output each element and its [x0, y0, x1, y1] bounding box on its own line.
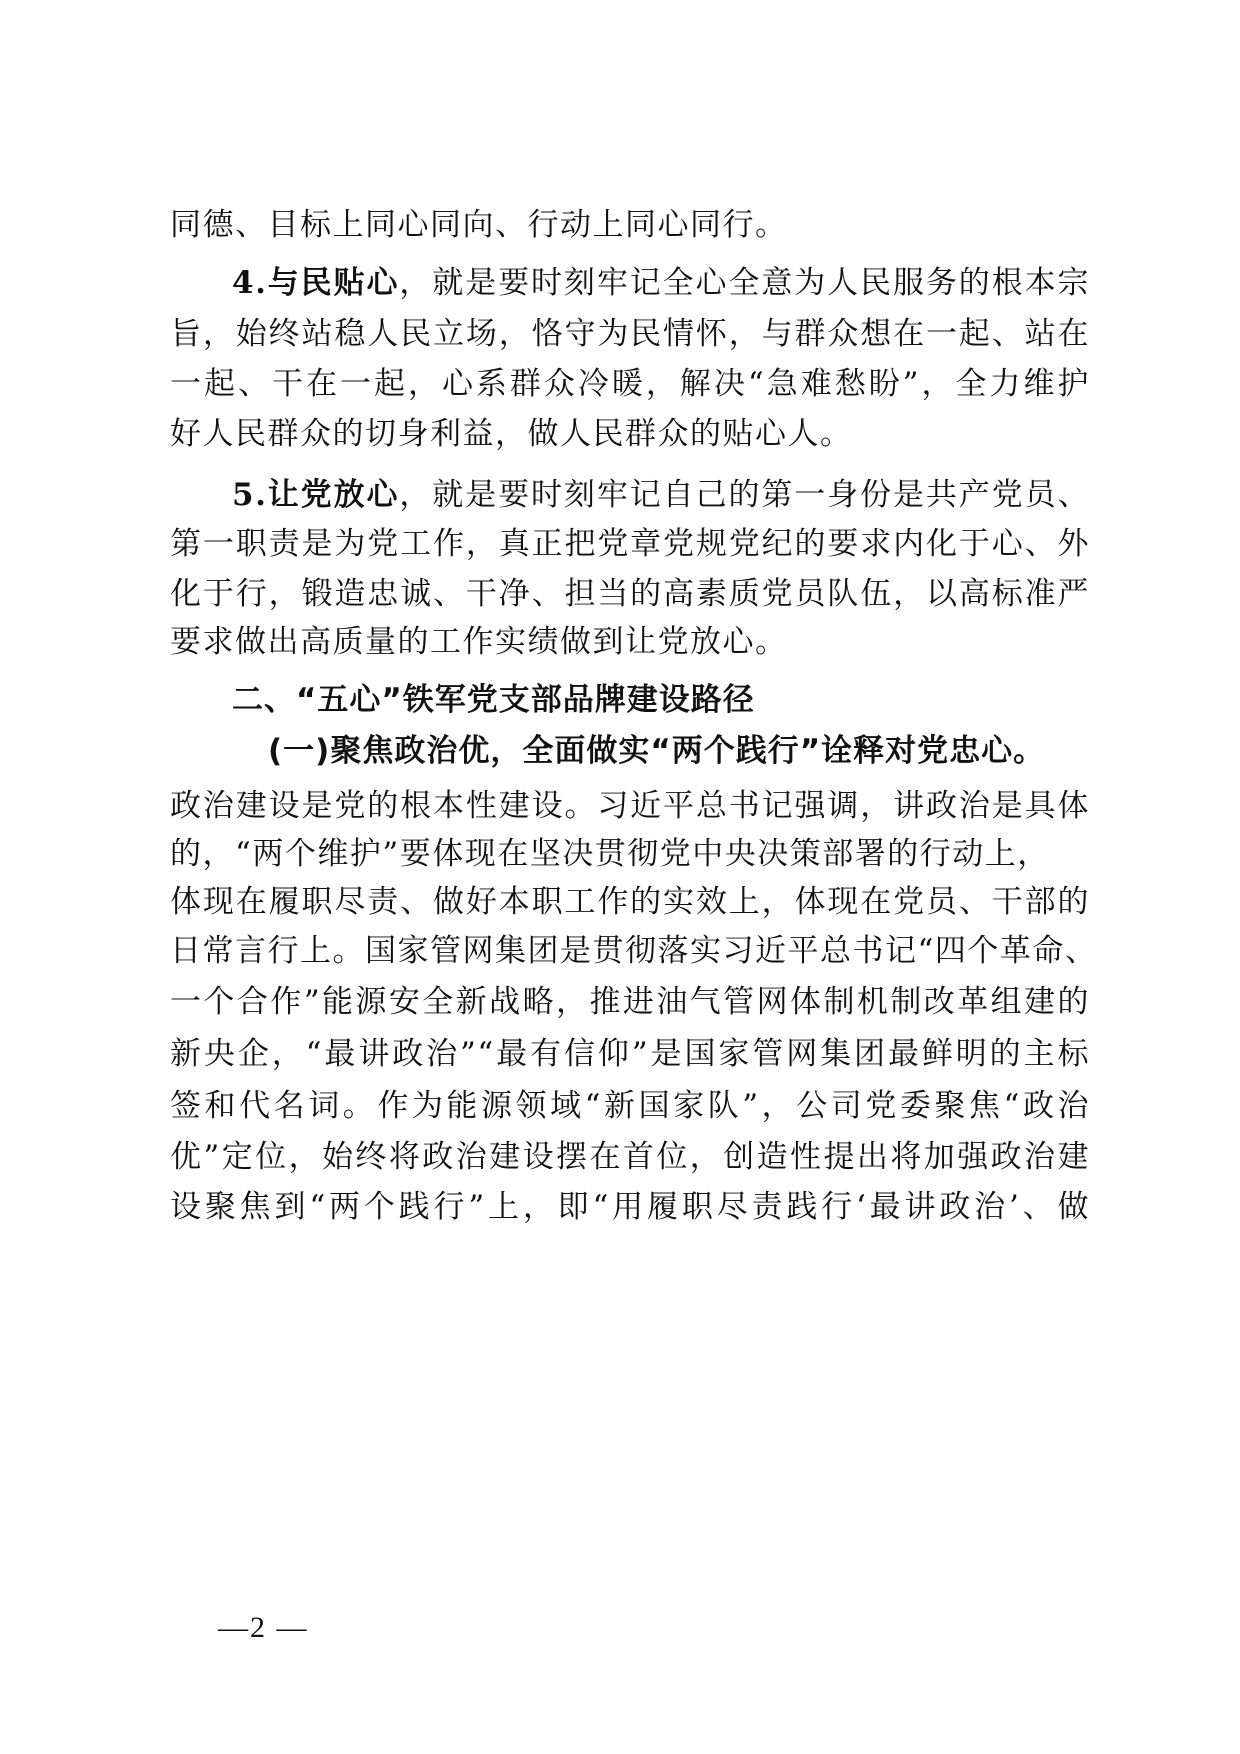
paragraph-line: 好人民群众的切身利益，做人民群众的贴心人。 — [170, 416, 853, 452]
section-heading: 二、“五心”铁军党支部品牌建设路径 — [232, 682, 755, 718]
paragraph-line: 第一职责是为党工作，真正把党章党规党纪的要求内化于心、外 — [170, 526, 1090, 562]
item-5-text: ，就是要时刻牢记自己的第一身份是共产党员、 — [399, 477, 1090, 513]
paragraph-line: 要求做出高质量的工作实绩做到让党放心。 — [170, 624, 788, 660]
item-4-lead: 4.与民贴心 — [232, 265, 400, 301]
paragraph-line: 优”定位，始终将政治建设摆在首位，创造性提出将加强政治建 — [170, 1139, 1090, 1175]
paragraph-line: 设聚焦到“两个践行”上，即“用履职尽责践行‘最讲政治’、做 — [170, 1189, 1090, 1225]
paragraph-line: 日常言行上。国家管网集团是贯彻落实习近平总书记“四个革命、 — [170, 933, 1098, 969]
paragraph-line: 化于行，锻造忠诚、干净、担当的高素质党员队伍，以高标准严 — [170, 576, 1090, 612]
paragraph-line: 同德、目标上同心同向、行动上同心同行。 — [170, 207, 788, 243]
paragraph-line: 一起、干在一起，心系群众冷暖，解决“急难愁盼”，全力维护 — [170, 366, 1090, 402]
paragraph-line: 签和代名词。作为能源领域“新国家队”，公司党委聚焦“政治 — [170, 1088, 1090, 1124]
subsection-heading: (一)聚焦政治优，全面做实“两个践行”诠释对党忠心。 — [268, 733, 1046, 769]
paragraph-line — [232, 475, 1090, 515]
item-4-text: ，就是要时刻牢记全心全意为人民服务的根本宗 — [399, 265, 1090, 301]
paragraph-line: 的，“两个维护”要体现在坚决贯彻党中央决策部署的行动上， — [170, 836, 1050, 872]
paragraph-line — [232, 263, 1090, 303]
paragraph-line: 旨，始终站稳人民立场，恪守为民情怀，与群众想在一起、站在 — [170, 316, 1090, 352]
page-number: —2 — — [218, 1611, 309, 1644]
paragraph-line: 新央企，“最讲政治”“最有信仰”是国家管网集团最鲜明的主标 — [170, 1036, 1090, 1072]
paragraph-line: 一个合作”能源安全新战略，推进油气管网体制机制改革组建的 — [170, 984, 1090, 1020]
paragraph-line: 体现在履职尽责、做好本职工作的实效上，体现在党员、干部的 — [170, 884, 1090, 920]
paragraph-line: 政治建设是党的根本性建设。习近平总书记强调，讲政治是具体 — [170, 788, 1090, 824]
item-5-lead: 5.让党放心 — [232, 477, 400, 513]
